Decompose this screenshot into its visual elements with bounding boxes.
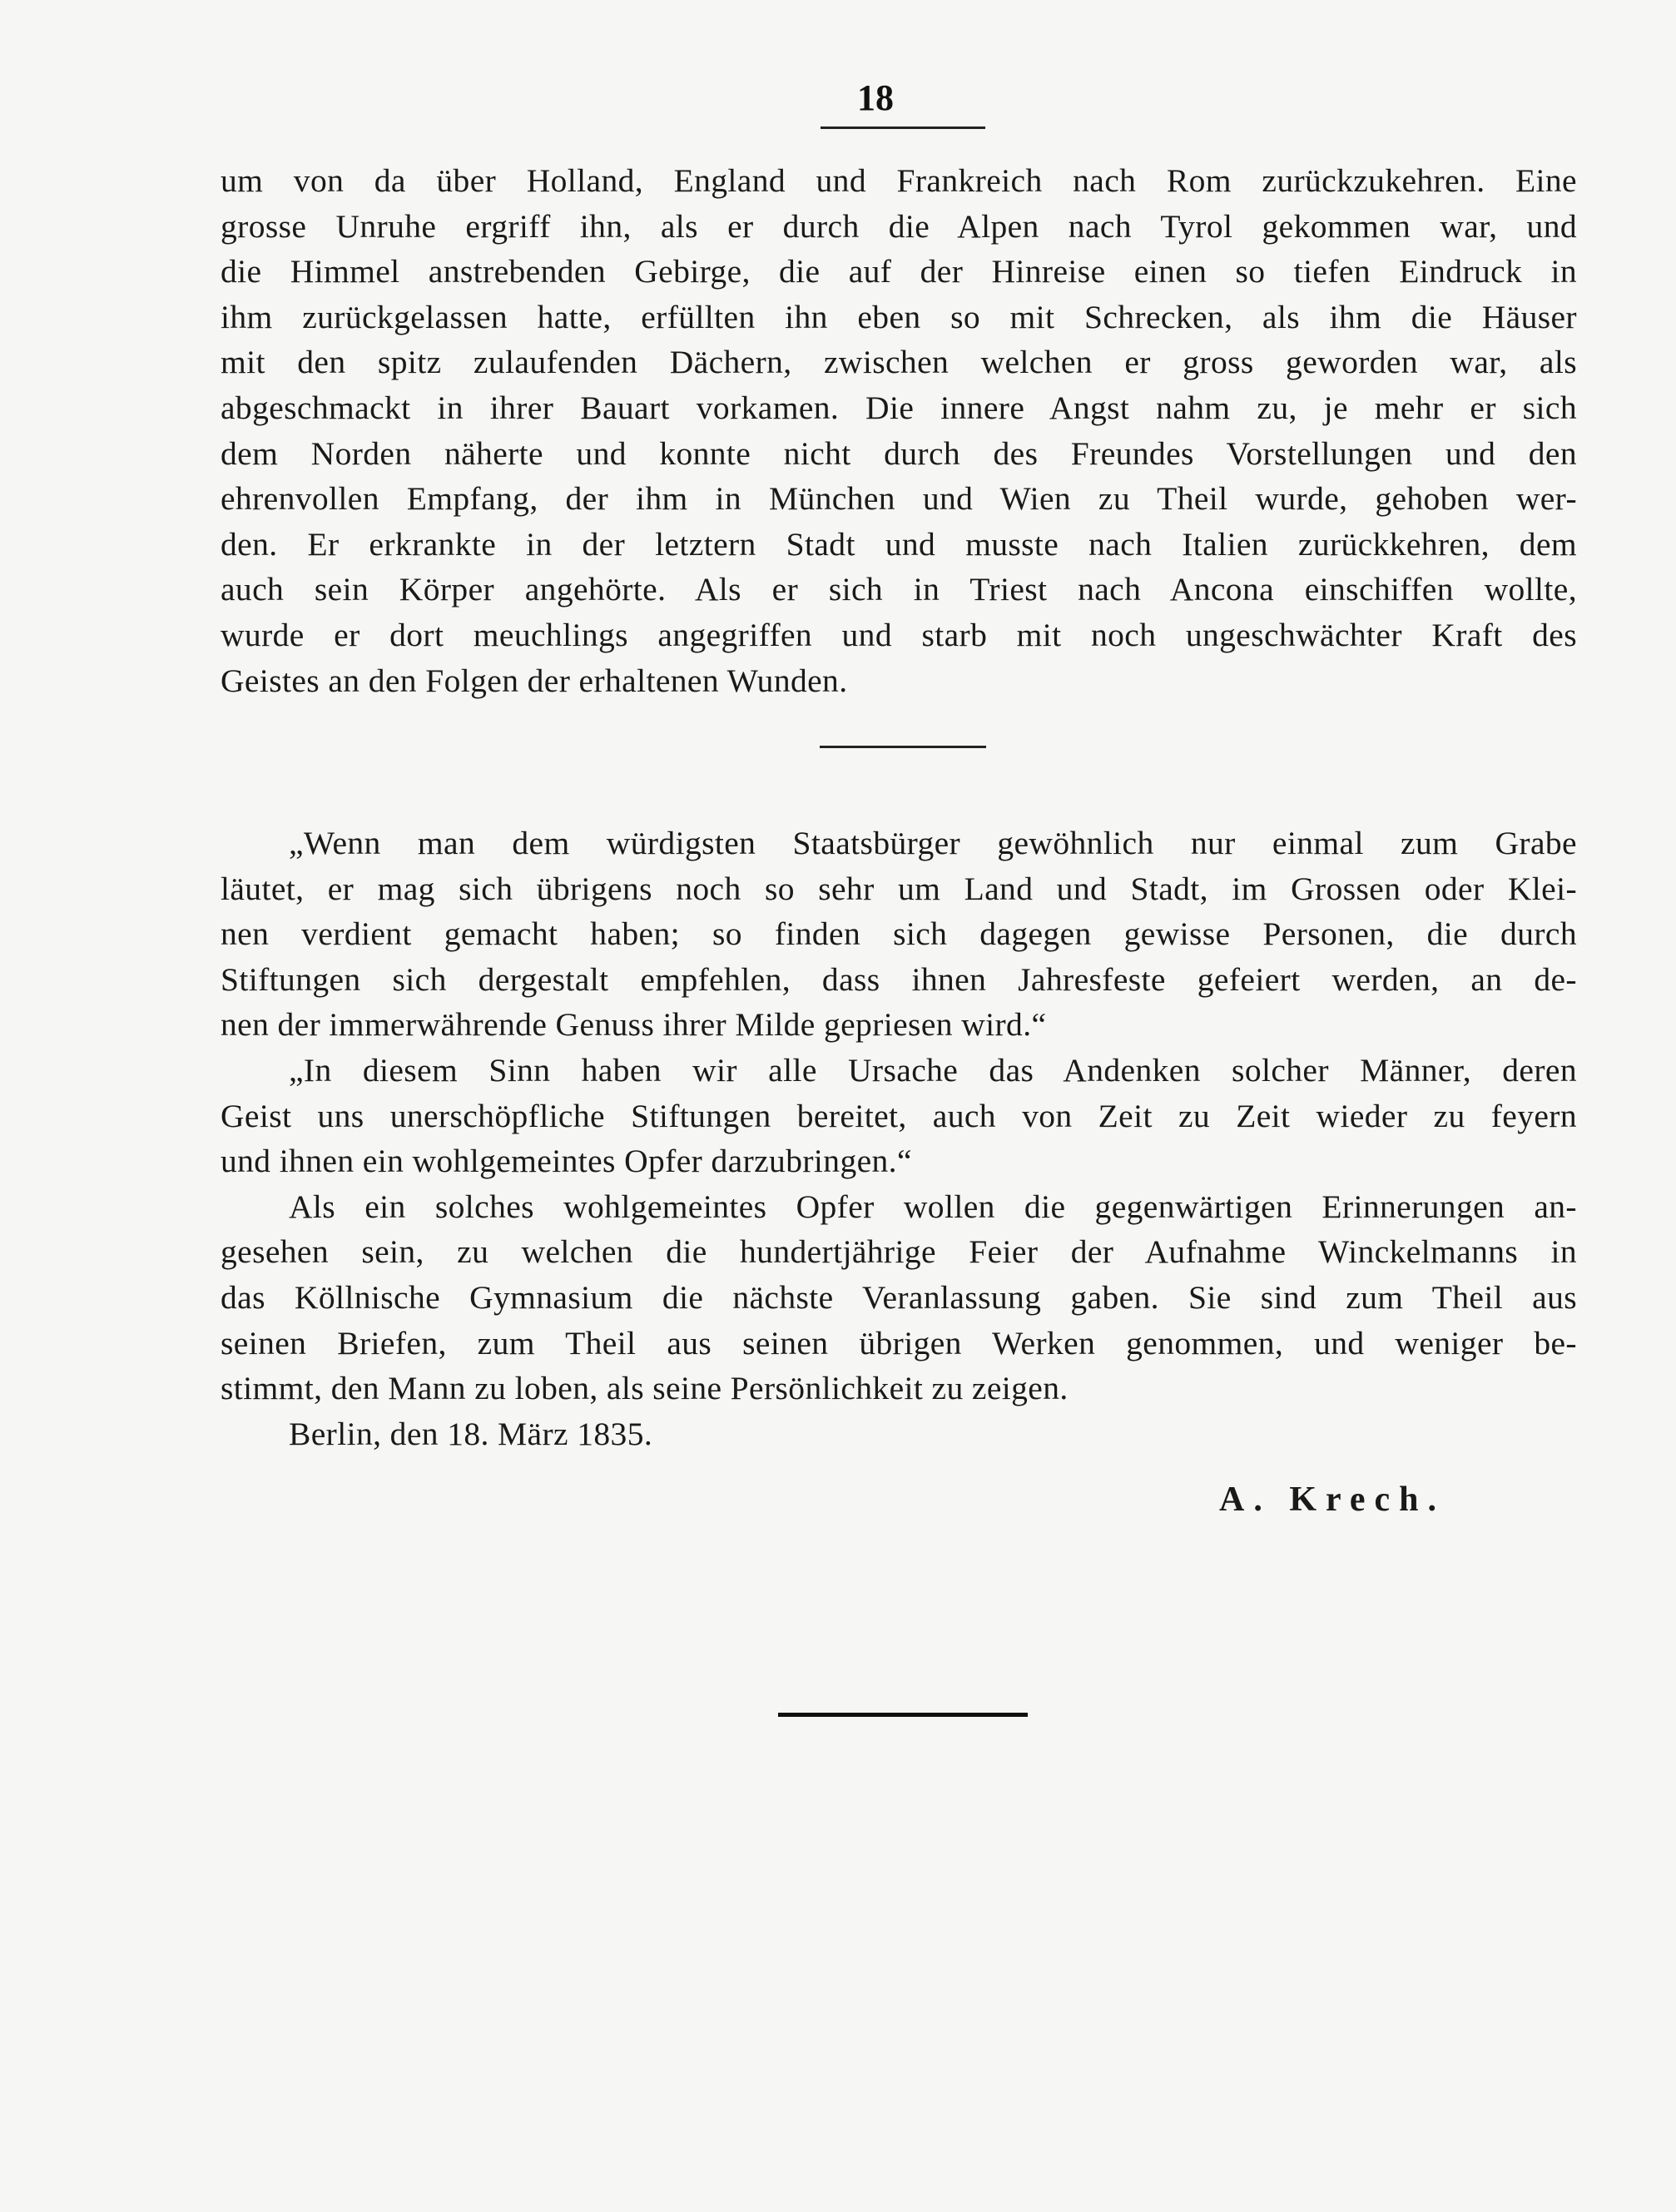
text-line: stimmt, den Mann zu loben, als seine Persönlichkeit zu zeigen. [221,1370,1069,1407]
text-line: seinen Briefen, zum Theil aus seinen übrigen Werken genommen, und weniger be- [221,1324,1577,1361]
text-line: auch sein Körper angehörte. Als er sich in Triest nach Ancona einschiffen wollte, [221,571,1577,608]
end-rule [778,1713,1028,1717]
text-line: ehrenvollen Empfang, der ihm in München und Wien zu Theil wurde, gehoben wer- [221,480,1577,518]
quote-line: nen der immerwährende Genuss ihrer Milde gepriesen wird.“ [221,1006,1047,1044]
section-divider [820,746,986,748]
text-line: mit den spitz zulaufenden Dächern, zwischen welchen er gross geworden war, als [221,344,1577,381]
text-line: Geistes an den Folgen der erhaltenen Wunden. [221,662,848,699]
text-line: grosse Unruhe ergriff ihn, als er durch die Alpen nach Tyrol gekommen war, und [221,207,1577,245]
preface-text-block [221,821,1577,1456]
author-signature: A. Krech. [1219,1480,1446,1519]
text-line: dem Norden näherte und konnte nicht durch des Freundes Vorstellungen und den [221,434,1577,472]
quote-line: und ihnen ein wohlgemeintes Opfer darzubringen.“ [221,1143,912,1180]
text-line: um von da über Holland, England und Frankreich nach Rom zurückzukehren. Eine [221,162,1577,199]
text-line: abgeschmackt in ihrer Bauart vorkamen. Die innere Angst nahm zu, je mehr er sich [221,389,1577,426]
text-line: Als ein solches wohlgemeintes Opfer wollen die gegenwärtigen Erinnerungen an- [289,1188,1577,1225]
quote-line: „In diesem Sinn haben wir alle Ursache das Andenken solcher Männer, deren [289,1051,1577,1089]
text-line: den. Er erkrankte in der letztern Stadt und musste nach Italien zurückkehren, dem [221,525,1577,563]
quote-line: nen verdient gemacht haben; so finden sich dagegen gewisse Personen, die durch [221,915,1577,953]
page-number-rule [821,126,985,129]
quote-line: Stiftungen sich dergestalt empfehlen, dass ihnen Jahresfeste gefeiert werden, an de- [221,960,1577,998]
quote-line: Geist uns unerschöpfliche Stiftungen bereitet, auch von Zeit zu Zeit wieder zu feyern [221,1097,1577,1134]
text-line: das Köllnische Gymnasium die nächste Veranlassung gaben. Sie sind zum Theil aus [221,1278,1577,1316]
text-line: gesehen sein, zu welchen die hundertjährige Feier der Aufnahme Winckelmanns in [221,1233,1577,1271]
text-line: die Himmel anstrebenden Gebirge, die auf der Hinreise einen so tiefen Eindruck in [221,253,1577,290]
quote-line: „Wenn man dem würdigsten Staatsbürger gewöhnlich nur einmal zum Grabe [289,825,1577,861]
dateline: Berlin, den 18. März 1835. [289,1415,653,1452]
main-text-block [221,158,1577,703]
quote-line: läutet, er mag sich übrigens noch so sehr um Land und Stadt, im Grossen oder Klei- [221,870,1577,907]
page-number: 18 [857,77,894,118]
text-line: ihm zurückgelassen hatte, erfüllten ihn eben so mit Schrecken, als ihm die Häuser [221,298,1577,335]
text-line: wurde er dort meuchlings angegriffen und starb mit noch ungeschwächter Kraft des [221,616,1577,653]
